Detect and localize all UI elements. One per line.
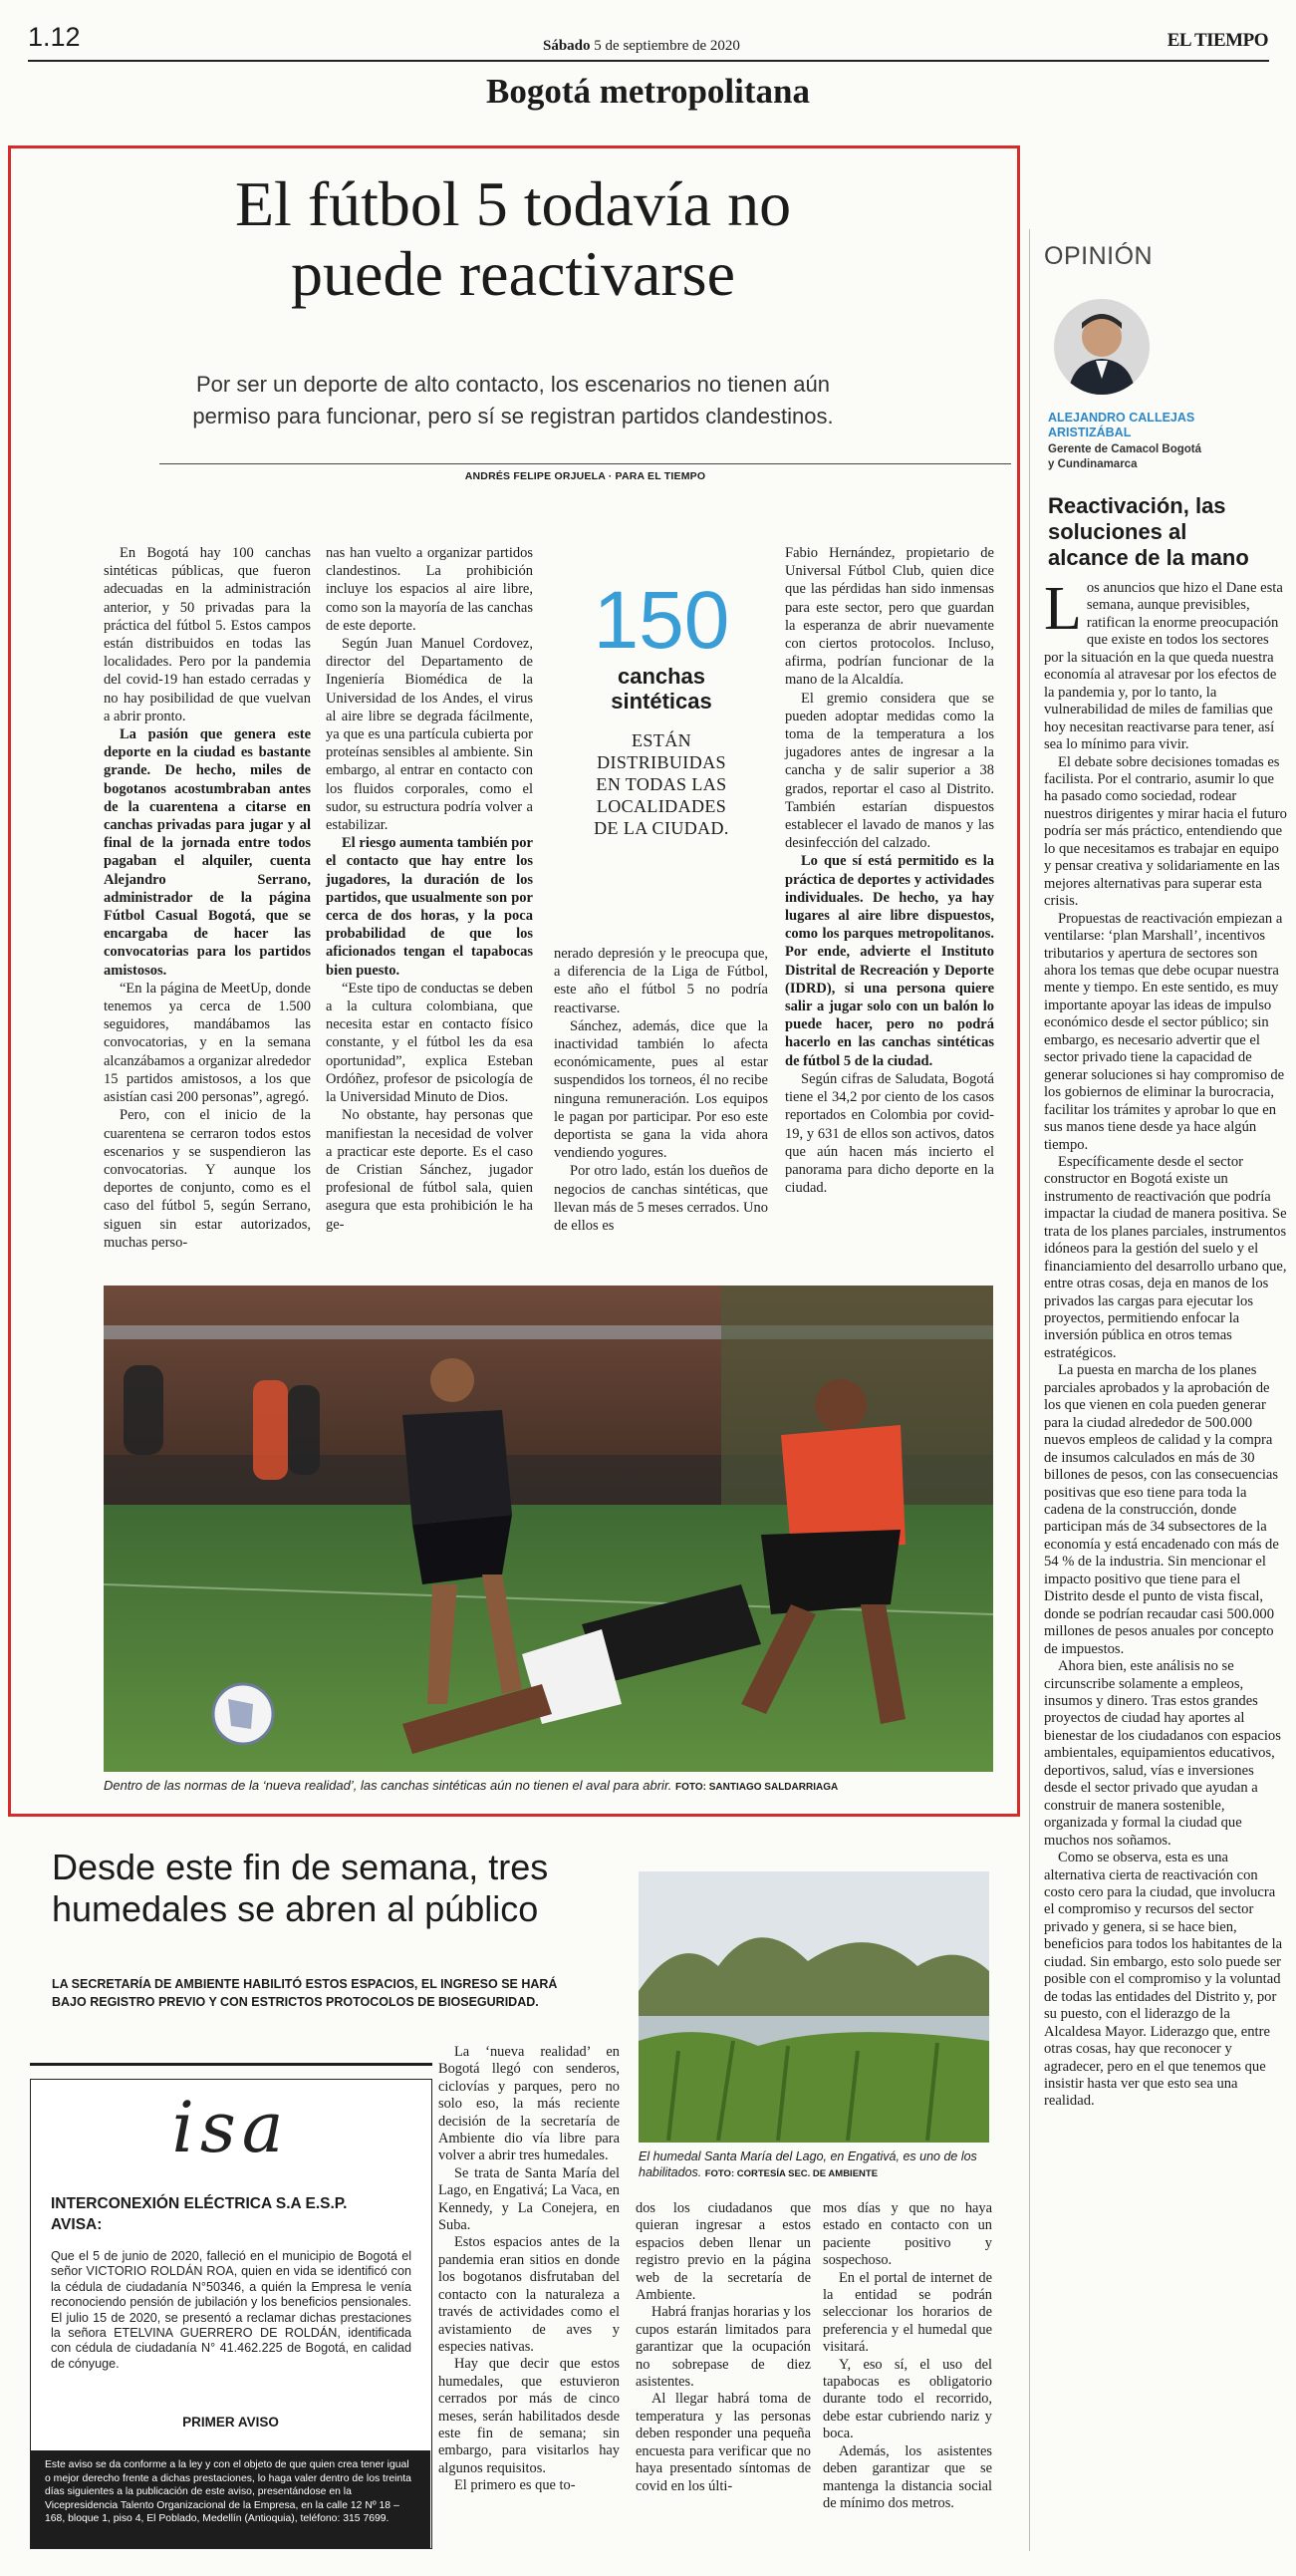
main-deck-line1: Por ser un deporte de alto contacto, los escenarios no tienen aún [196, 372, 830, 397]
main-headline-line2: puede reactivarse [291, 238, 735, 309]
paragraph: Por otro lado, están los dueños de negocios de canchas sintéticas, que llevan más de 5 meses cerrados. Uno de ellos es [554, 1163, 768, 1235]
opinion-title [1048, 493, 1249, 571]
stat-box [553, 575, 770, 839]
paragraph: Hay que decir que estos humedales, que estuvieron cerrados por más de cinco meses, serán habilitados desde este fin de semana; sin embargo, para visitarlos hay algunos requisitos. [438, 2356, 620, 2476]
paragraph: “Este tipo de conductas se deben a la cultura colombiana, que necesita estar en contacto físico constante, y el fútbol les da esa oportunidad”, explica Esteban Ordóñez, profesor de psicología de la Universidad Minuto de Dios. [326, 980, 533, 1106]
author-name-line1: ALEJANDRO CALLEJAS [1048, 411, 1195, 425]
opinion-divider [1029, 229, 1030, 2551]
paragraph: En Bogotá hay 100 canchas sintéticas públicas, que fueron adecuadas en la administración anterior, y 50 privadas para la práctica del fútbol 5. Estos campos están distribuidos en todas las localidades. Pero por la pandemia del covid-19 han estado cerradas y no hay posibilidad de que vuelvan a abrir pronto. [104, 545, 311, 724]
main-col-2 [326, 544, 533, 1234]
second-deck-line2: BAJO REGISTRO PREVIO Y CON ESTRICTOS PROTOCOLOS DE BIOSEGURIDAD. [52, 1995, 539, 2009]
paragraph: La pasión que genera este deporte en la ciudad es bastante grande. De hecho, miles de bogotanos acostumbraban antes de la cuarentena a citarse en canchas privadas para jugar y al final de la jornada entre todos pagaban el alquiler, cuenta Alejandro Serrano, administrador de la página Fútbol Casual Bogotá, que se encargaba de hacer las convocatorias para los partidos amistosos. [104, 726, 311, 979]
main-headline-line1: El fútbol 5 todavía no [234, 168, 792, 239]
paragraph: nas han vuelto a organizar partidos clandestinos. La prohibición incluye los espacios al aire libre, como son la mayoría de las canchas de este deporte. [326, 545, 533, 634]
second-col-3 [823, 2200, 992, 2512]
paragraph: Estos espacios antes de la pandemia eran sitios en donde los bogotanos disfrutaban del contacto con la naturaleza a través de actividades como el avistamiento de aves y especies nativas. [438, 2234, 620, 2355]
second-col-1 [438, 2044, 620, 2495]
stat-label-line1: canchas [617, 664, 706, 689]
issue-date-rest: 5 de septiembre de 2020 [594, 38, 740, 54]
ad-notice: PRIMER AVISO [182, 2415, 279, 2430]
photo-caption [104, 1778, 993, 1793]
opinion-body [1044, 575, 1287, 2111]
paragraph: Como se observa, esta es una alternativa cierta de reactivación con costo cero para la ciudad, que involucra el compromiso y recursos del sector privado y genera, si se hace bien, beneficios para todos los habitantes de la ciudad. Sin embargo, esto solo puede ser posible con el compromiso y la voluntad de todas las entidades del Distrito y, por su puesto, con el liderazgo de la Alcaldesa Mayor. Liderazgo que, entre otras cosas, hay que reconocer y agradecer, pero en el que tenemos que insistir hasta ver que esto sea una realidad. [1044, 1850, 1283, 2110]
author-role-line2: y Cundinamarca [1048, 458, 1138, 470]
paragraph: mos días y que no haya estado en contacto con un paciente positivo y sospechoso. [823, 2200, 992, 2269]
ad-title: AVISA: [51, 2216, 103, 2233]
author-role-line1: Gerente de Camacol Bogotá [1048, 443, 1202, 455]
wetland-caption [639, 2148, 989, 2182]
paragraph: Al llegar habrá toma de temperatura y las personas deben responder una pequeña encuesta para verificar que no haya presentado síntomas de covid en los últi- [636, 2391, 811, 2494]
deck-rule [30, 2063, 432, 2066]
ad-body: Que el 5 de junio de 2020, falleció en el municipio de Bogotá el señor VICTORIO ROLDÁN ROA, quien en vida se identificó con la cédula de ciudadanía N°50346, a quién la Empresa le venía reconociendo pensión de jubilación y los beneficios pensionales. El julio 15 de 2020, se presentó a reclamar dichas prestaciones la señora ETELVINA GUERRERO DE ROLDÁN, identificada con cédula de ciudadanía N° 41.462.225 de Bogotá, en calidad de cónyuge. [51, 2249, 411, 2371]
paragraph: Ahora bien, este análisis no se circunscribe solamente a empleos, insumos y dinero. Tras estos grandes proyectos de ciudad hay aportes al bienestar de los ciudadanos con espacios ambientales, equipamientos educativos, deportivos, salud, vías e inversiones desde el sector privado que ayudan a construir de manera sostenible, organizada y formal la ciudad que muchos nos soñamos. [1044, 1658, 1281, 1849]
opinion-author-role [1048, 442, 1201, 472]
ad-company: INTERCONEXIÓN ELÉCTRICA S.A E.S.P. [51, 2195, 348, 2212]
soccer-photo [104, 1286, 993, 1772]
paragraph: Fabio Hernández, propietario de Universal Fútbol Club, quien dice que las pérdidas han sido inmensas para este sector, pero que guardan la esperanza de abrir nuevamente con ciertos protocolos. Incluso, afirma, podrían funcionar de la mano de la Alcaldía. [785, 545, 994, 689]
paragraph: Habrá franjas horarias y los cupos estarán limitados para garantizar que la ocupación no sobrepase de diez asistentes. [636, 2304, 811, 2391]
opinion-kicker: OPINIÓN [1044, 242, 1154, 270]
paragraph: Y, eso sí, el uso del tapabocas es obligatorio durante todo el recorrido, debe estar cubriendo nariz y boca. [823, 2356, 992, 2442]
photo-credit: FOTO: SANTIAGO SALDARRIAGA [675, 1782, 839, 1793]
ad-footer-text: Este aviso se da conforme a la ley y con el objeto de que quien crea tener igual o mejor derecho frente a dichas prestaciones, lo haga valer dentro de los treinta días siguientes a la publicación de este aviso, presentándose en la Vicepresidencia Talento Organizacional de la Empresa, en la calle 12 Nº 18 – 168, bloque 1, piso 4, El Poblado, Medellín (Antioquia), teléfono: 315 7699. [45, 2459, 411, 2525]
second-headline [52, 1847, 649, 1930]
stat-label-line2: sintéticas [611, 689, 712, 714]
paragraph: Según cifras de Saludata, Bogotá tiene el 34,2 por ciento de los casos reportados en Colombia por covid-19, y 631 de ellos son activos, datos que aún hacen más incierto el panorama para dicho deporte en la ciudad. [785, 1070, 994, 1197]
stat-sub-line: EN TODAS LAS [596, 774, 727, 794]
header-rule [28, 60, 1269, 62]
main-headline [30, 169, 996, 309]
second-headline-line2: humedales se abren al público [52, 1888, 539, 1929]
author-avatar [1054, 299, 1150, 395]
stat-sub-line: DISTRIBUIDAS [597, 752, 726, 772]
stat-subtext [553, 729, 770, 839]
page-number: 1.12 [28, 22, 81, 52]
isa-logo: isa [171, 2087, 290, 2168]
opinion-title-line: alcance de la mano [1048, 545, 1249, 570]
paragraph: La ‘nueva realidad’ en Bogotá llegó con senderos, ciclovías y parques, pero no solo eso, la más reciente decisión de la secretaría de Ambiente dio vía libre para volver a abrir tres humedales. [438, 2044, 620, 2164]
opinion-author [1048, 411, 1194, 440]
issue-date [543, 38, 740, 55]
second-deck [52, 1975, 649, 2011]
byline-rule [159, 463, 1011, 464]
paragraph: “En la página de MeetUp, donde tenemos ya cerca de 1.500 seguidores, mandábamos las convocatorias, y en la semana alcanzábamos a organizar alrededor 15 partidos amistosos, a los que asistían casi 200 personas”, agregó. [104, 980, 311, 1106]
opinion-title-line: Reactivación, las [1048, 493, 1226, 518]
paragraph: El primero es que to- [454, 2477, 576, 2494]
byline: ANDRÉS FELIPE ORJUELA · PARA EL TIEMPO [464, 470, 706, 482]
paragraph: dos los ciudadanos que quieran ingresar a estos espacios deben llenar un registro previo en la página web de la secretaría de Ambiente. [636, 2200, 811, 2304]
stat-number: 150 [593, 575, 730, 666]
wetland-photo [639, 1871, 989, 2143]
main-col-1 [104, 544, 311, 1252]
paragraph: No obstante, hay personas que manifiestan la necesidad de volver a practicar este deporte. Es el caso de Cristian Sánchez, jugador profesional de fútbol sala, quien asegura que esta prohibición le ha ge- [326, 1107, 533, 1233]
paragraph: Específicamente desde el sector constructor en Bogotá existe un instrumento de reactivación que podría impactar la ciudad de manera positiva. Se trata de los planes parciales, instrumentos idóneos para la gestión del suelo y el financiamiento del desarrollo urbano que, entre otras cosas, deja en manos de los privados las cargas para ejecutar los proyectos, permitiendo enfocar la inversión pública en otros temas estratégicos. [1044, 1153, 1287, 1361]
paragraph: El debate sobre decisiones tomadas es facilista. Por el contrario, asumir lo que ha pasado como sociedad, rodear nuestros dirigentes y mirar hacia el futuro podría ser más práctico, entendiendo que lo que necesitamos es trabajar en equipo y pensar creativa y solidariamente en las mejores alternativas para superar esta crisis. [1044, 753, 1287, 910]
second-deck-line1: LA SECRETARÍA DE AMBIENTE HABILITÓ ESTOS ESPACIOS, EL INGRESO SE HARÁ [52, 1977, 558, 1991]
wetland-caption-text: El humedal Santa María del Lago, en Engativá, es uno de los habilitados. [639, 2149, 977, 2179]
paragraph: El gremio considera que se pueden adoptar medidas como la toma de la temperatura a los jugadores antes de ingresar a la cancha y de salir superior a 38 grados, reportar el caso al Distrito. También estarían dispuestos establecer el lavado de manos y las desinfección del calzado. [785, 690, 994, 852]
stat-label [553, 664, 770, 714]
main-deck-line2: permiso para funcionar, pero sí se registran partidos clandestinos. [192, 404, 834, 429]
main-col-3 [554, 945, 768, 1235]
stat-sub-line: LOCALIDADES [596, 796, 727, 816]
opinion-title-line: soluciones al [1048, 519, 1187, 544]
paragraph: Sánchez, además, dice que la inactividad también lo afecta económicamente, pues al estar suspendidos los torneos, él no recibe ninguna remuneración. Los equipos le pagan por participar. Por eso este deportista se gana la vida ahora vendiendo yogures. [554, 1017, 768, 1162]
wetland-photo-credit: FOTO: CORTESÍA SEC. DE AMBIENTE [704, 2168, 879, 2179]
stat-sub-line: DE LA CIUDAD. [594, 818, 729, 838]
paragraph: La puesta en marcha de los planes parciales aprobados y la aprobación de los que vienen en cola pueden generar para la ciudad alrededor de 500.000 nuevos empleos de calidad y la compra de insumos calculados en más de 30 billones de pesos, con las consecuencias positivas que eso tiene para toda la cadena de la construcción, donde participan más de 34 subsectores de la economía y está encadenado con más de 54 % de la industria. Sin mencionar el impacto positivo que tiene para el Distrito desde el punto de vista fiscal, donde se podrían recaudar casi 500.000 millones de pesos anuales por concepto de impuestos. [1044, 1362, 1279, 1657]
paragraph: Lo que sí está permitido es la práctica de deportes y actividades individuales. De hecho, ya hay lugares al aire libre dispuestos, como los parques metropolitanos. Por ende, advierte el Instituto Distrital de Recreación y Deporte (IDRD), si una persona quiere salir a jugar solo con un balón lo puede hacer, pero no podrá hacerlo en las canchas sintéticas de fútbol 5 de la ciudad. [785, 853, 994, 1069]
paragraph: Según Juan Manuel Cordovez, director del Departamento de Ingeniería Biomédica de la Universidad de los Andes, el virus al aire libre se degrada fácilmente, ya que es una partícula cubierta por proteínas sensibles al ambiente. Sin embargo, al entrar en contacto con los fluidos corporales, como el sudor, su estructura podría volver a estabilizar. [326, 636, 533, 834]
paragraph: Propuestas de reactivación empiezan a ventilarse: ‘plan Marshall’, incentivos tributarios y apertura de sectores son ahora los temas que debe ocupar nuestra mente y tiempo. En este sentido, es muy importante apoyar las ideas de impulso económico desde el sector público; sin embargo, es necesario advertir que el sector privado tiene la capacidad de generar soluciones si hay compromiso de los gobiernos de eliminar la burocracia, facilitar los trámites y aprobar lo que en sus manos tiene desde ya hace algún tiempo. [1044, 910, 1285, 1153]
paragraph: Se trata de Santa María del Lago, en Engativá; La Vaca, en Kennedy, y La Conejera, en Suba. [438, 2164, 620, 2234]
paragraph: En el portal de internet de la entidad se podrán seleccionar los horarios de preferencia y el humedal que visitará. [823, 2269, 992, 2356]
paragraph: Pero, con el inicio de la cuarentena se cerraron todos estos escenarios y se suspendieron las convocatorias. Y aunque los deportes de conjunto, como es el caso del fútbol 5, según Serrano, siguen sin estar autorizados, muchas perso- [104, 1107, 311, 1251]
paragraph: nerado depresión y le preocupa que, a diferencia de la Liga de Fútbol, este año el fútbol 5 no podría reactivarse. [554, 946, 768, 1016]
paragraph: os anuncios que hizo el Dane esta semana, aunque previsibles, ratifican la enorme preocupación que existe en todos los sectores por la situación en la que queda nuestra economía al atravesar por los efectos de la pandemia y, por lo tanto, la vulnerabilidad de miles de familias que hoy necesitan reactivarse para tener, así sea lo mínimo para vivir. [1044, 580, 1283, 753]
section-title: Bogotá metropolitana [485, 72, 811, 111]
second-headline-line1: Desde este fin de semana, tres [52, 1847, 549, 1887]
paragraph: Además, los asistentes deben garantizar que se mantenga la distancia social de mínimo dos metros. [823, 2442, 992, 2511]
ad-footer [31, 2450, 430, 2548]
author-name-line2: ARISTIZÁBAL [1048, 426, 1132, 439]
masthead-logo: EL TIEMPO [1166, 30, 1268, 51]
opinion-dropcap: L [1044, 575, 1082, 643]
photo-caption-text: Dentro de las normas de la ‘nueva realidad’, las canchas sintéticas aún no tienen el aval para abrir. [104, 1778, 672, 1793]
issue-date-day: Sábado [543, 38, 591, 54]
stat-sub-line: ESTÁN [632, 730, 691, 750]
second-col-2 [636, 2200, 811, 2495]
paragraph: El riesgo aumenta también por el contacto que hay entre los jugadores, la duración de los partidos, que usualmente son por cerca de dos horas, y la poca probabilidad de que los aficionados tengan el tapabocas bien puesto. [326, 835, 533, 979]
legal-ad [30, 2079, 432, 2549]
main-deck [60, 369, 966, 432]
main-col-4 [785, 544, 994, 1197]
